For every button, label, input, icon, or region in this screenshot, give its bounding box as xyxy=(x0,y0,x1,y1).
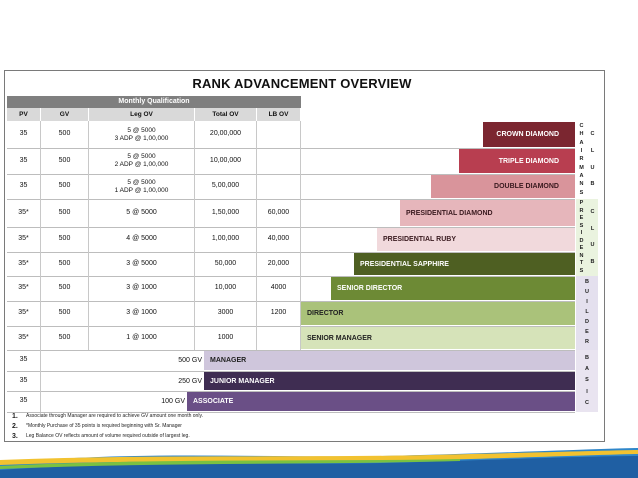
chairmans-club-label xyxy=(576,121,598,199)
cell-gv: 500 xyxy=(41,148,89,174)
cell-lb: 40,000 xyxy=(257,227,301,252)
monthly-qualification-header: Monthly Qualification xyxy=(7,96,301,108)
cell-leg: 5 @ 5000 1 ADP @ 1,00,000 xyxy=(89,174,195,199)
cell-gv: 500 GV xyxy=(178,357,202,364)
rank-bar: PRESIDENTIAL SAPPHIRE xyxy=(354,253,575,275)
presidents-letter: I xyxy=(580,230,583,236)
cell-total: 3000 xyxy=(195,301,257,326)
rank-bar: DIRECTOR xyxy=(301,302,575,325)
rank-bar: TRIPLE DIAMOND xyxy=(459,149,575,173)
basic-letter: C xyxy=(585,399,589,406)
footnote-text: Associate through Manager are required to achieve GV amount one month only. xyxy=(26,413,203,419)
cell-lb xyxy=(257,121,301,148)
footnote-number: 2. xyxy=(12,423,18,430)
page-title: RANK ADVANCEMENT OVERVIEW xyxy=(192,76,412,91)
presidents-letter: T xyxy=(579,260,584,266)
club-letter: C xyxy=(590,209,595,215)
builder-letter: U xyxy=(585,289,589,296)
builder-letter: E xyxy=(585,329,589,336)
club-letter: B xyxy=(590,258,595,265)
cell-pv: 35* xyxy=(7,227,41,252)
builder-letter: B xyxy=(585,279,589,286)
cell-leg: 5 @ 5000 xyxy=(89,199,195,227)
rank-bar: SENIOR MANAGER xyxy=(301,327,575,349)
cell-pv: 35* xyxy=(7,301,41,326)
chairmans-letter: N xyxy=(579,181,584,188)
basic-letter: B xyxy=(585,354,589,361)
cell-gv: 500 xyxy=(41,326,89,350)
cell-pv: 35* xyxy=(7,276,41,301)
cell-total: 10,00,000 xyxy=(195,148,257,174)
cell-lb: 4000 xyxy=(257,276,301,301)
presidents-letter: E xyxy=(579,215,584,221)
header-pv: PV xyxy=(7,108,41,121)
cell-pv: 35* xyxy=(7,252,41,276)
rank-bar: CROWN DIAMOND xyxy=(483,122,575,147)
footnote-text: *Monthly Purchase of 35 points is required beginning with Sr. Manager xyxy=(26,423,182,429)
basic-letter: I xyxy=(586,388,588,395)
club-letter: B xyxy=(590,181,595,188)
cell-pv: 35* xyxy=(7,326,41,350)
builder-letter: L xyxy=(585,309,589,316)
rank-bar: SENIOR DIRECTOR xyxy=(331,277,575,300)
cell-leg: 4 @ 5000 xyxy=(89,227,195,252)
rank-bar: DOUBLE DIAMOND xyxy=(431,175,575,198)
footnote-number: 1. xyxy=(12,413,18,420)
footnote xyxy=(12,423,182,430)
cell-gv: 500 xyxy=(41,276,89,301)
cell-lb: 1200 xyxy=(257,301,301,326)
cell-lb: 20,000 xyxy=(257,252,301,276)
cell-pv: 35 xyxy=(7,148,41,174)
cell-leg: 5 @ 5000 3 ADP @ 1,00,000 xyxy=(89,121,195,148)
cell-pv: 35 xyxy=(7,391,41,412)
footnote-text: Leg Balance OV reflects amount of volume required outside of largest leg. xyxy=(26,433,190,439)
cell-lb xyxy=(257,326,301,350)
cell-gv: 100 GV xyxy=(161,398,185,405)
cell-leg: 3 @ 5000 xyxy=(89,252,195,276)
cell-total: 10,000 xyxy=(195,276,257,301)
cell-gv: 500 xyxy=(41,252,89,276)
cell-total: 20,00,000 xyxy=(195,121,257,148)
builder-letter: D xyxy=(585,319,589,326)
footnote xyxy=(12,433,190,440)
rank-bar: JUNIOR MANAGER xyxy=(204,372,575,390)
presidents-letter: E xyxy=(579,245,584,251)
cell-gv: 500 xyxy=(41,199,89,227)
basic-label xyxy=(576,350,598,412)
club-letter: L xyxy=(590,225,595,232)
cell-gv: 500 xyxy=(41,121,89,148)
cell-pv: 35 xyxy=(7,371,41,391)
builder-letter: R xyxy=(585,339,589,346)
cell-total: 1000 xyxy=(195,326,257,350)
chairmans-letter: A xyxy=(579,139,584,146)
header-lb-ov: LB OV xyxy=(257,108,301,121)
rank-bar: PRESIDENTIAL RUBY xyxy=(377,228,575,251)
basic-letter: A xyxy=(585,366,589,372)
basic-letter: S xyxy=(585,377,589,384)
cell-leg: 1 @ 1000 xyxy=(89,326,195,350)
chairmans-letter: M xyxy=(579,164,584,171)
cell-pv: 35* xyxy=(7,199,41,227)
cell-total: 5,00,000 xyxy=(195,174,257,199)
cell-pv: 35 xyxy=(7,174,41,199)
decorative-wave xyxy=(0,446,638,478)
rank-bar: PRESIDENTIAL DIAMOND xyxy=(400,200,575,226)
cell-gv: 500 xyxy=(41,301,89,326)
presidents-club-label xyxy=(576,199,598,276)
presidents-letter: S xyxy=(579,267,584,274)
club-letter: C xyxy=(590,131,595,138)
cell-total: 50,000 xyxy=(195,252,257,276)
rank-bar: ASSOCIATE xyxy=(187,392,575,411)
cell-gv: 500 xyxy=(41,174,89,199)
chairmans-letter: S xyxy=(579,189,584,196)
club-letter: L xyxy=(590,147,595,154)
cell-lb xyxy=(257,148,301,174)
cell-leg: 3 @ 1000 xyxy=(89,276,195,301)
chairmans-letter: I xyxy=(580,147,583,154)
cell-pv: 35 xyxy=(7,121,41,148)
chairmans-letter: A xyxy=(579,172,584,179)
header-gv: GV xyxy=(41,108,89,121)
chairmans-letter: H xyxy=(579,131,584,138)
cell-total: 1,00,000 xyxy=(195,227,257,252)
cell-pv: 35 xyxy=(7,350,41,371)
header-total-ov: Total OV xyxy=(195,108,257,121)
cell-leg: 5 @ 5000 2 ADP @ 1,00,000 xyxy=(89,148,195,174)
cell-lb: 60,000 xyxy=(257,199,301,227)
presidents-letter: P xyxy=(579,200,584,206)
rank-bar: MANAGER xyxy=(204,351,575,370)
club-letter: U xyxy=(590,164,595,171)
footnote-number: 3. xyxy=(12,433,18,440)
footnote xyxy=(12,413,203,420)
presidents-letter: D xyxy=(579,237,584,244)
cell-lb xyxy=(257,174,301,199)
builder-label xyxy=(576,276,598,350)
chairmans-letter: R xyxy=(579,156,584,163)
cell-total: 1,50,000 xyxy=(195,199,257,227)
chairmans-letter: C xyxy=(579,122,584,129)
club-letter: U xyxy=(590,242,595,248)
presidents-letter: N xyxy=(579,252,584,259)
cell-gv: 250 GV xyxy=(178,377,202,385)
cell-leg: 3 @ 1000 xyxy=(89,301,195,326)
cell-gv: 500 xyxy=(41,227,89,252)
builder-letter: I xyxy=(586,299,588,306)
header-leg-ov: Leg OV xyxy=(89,108,195,121)
presidents-letter: R xyxy=(579,207,584,214)
presidents-letter: S xyxy=(579,222,584,229)
